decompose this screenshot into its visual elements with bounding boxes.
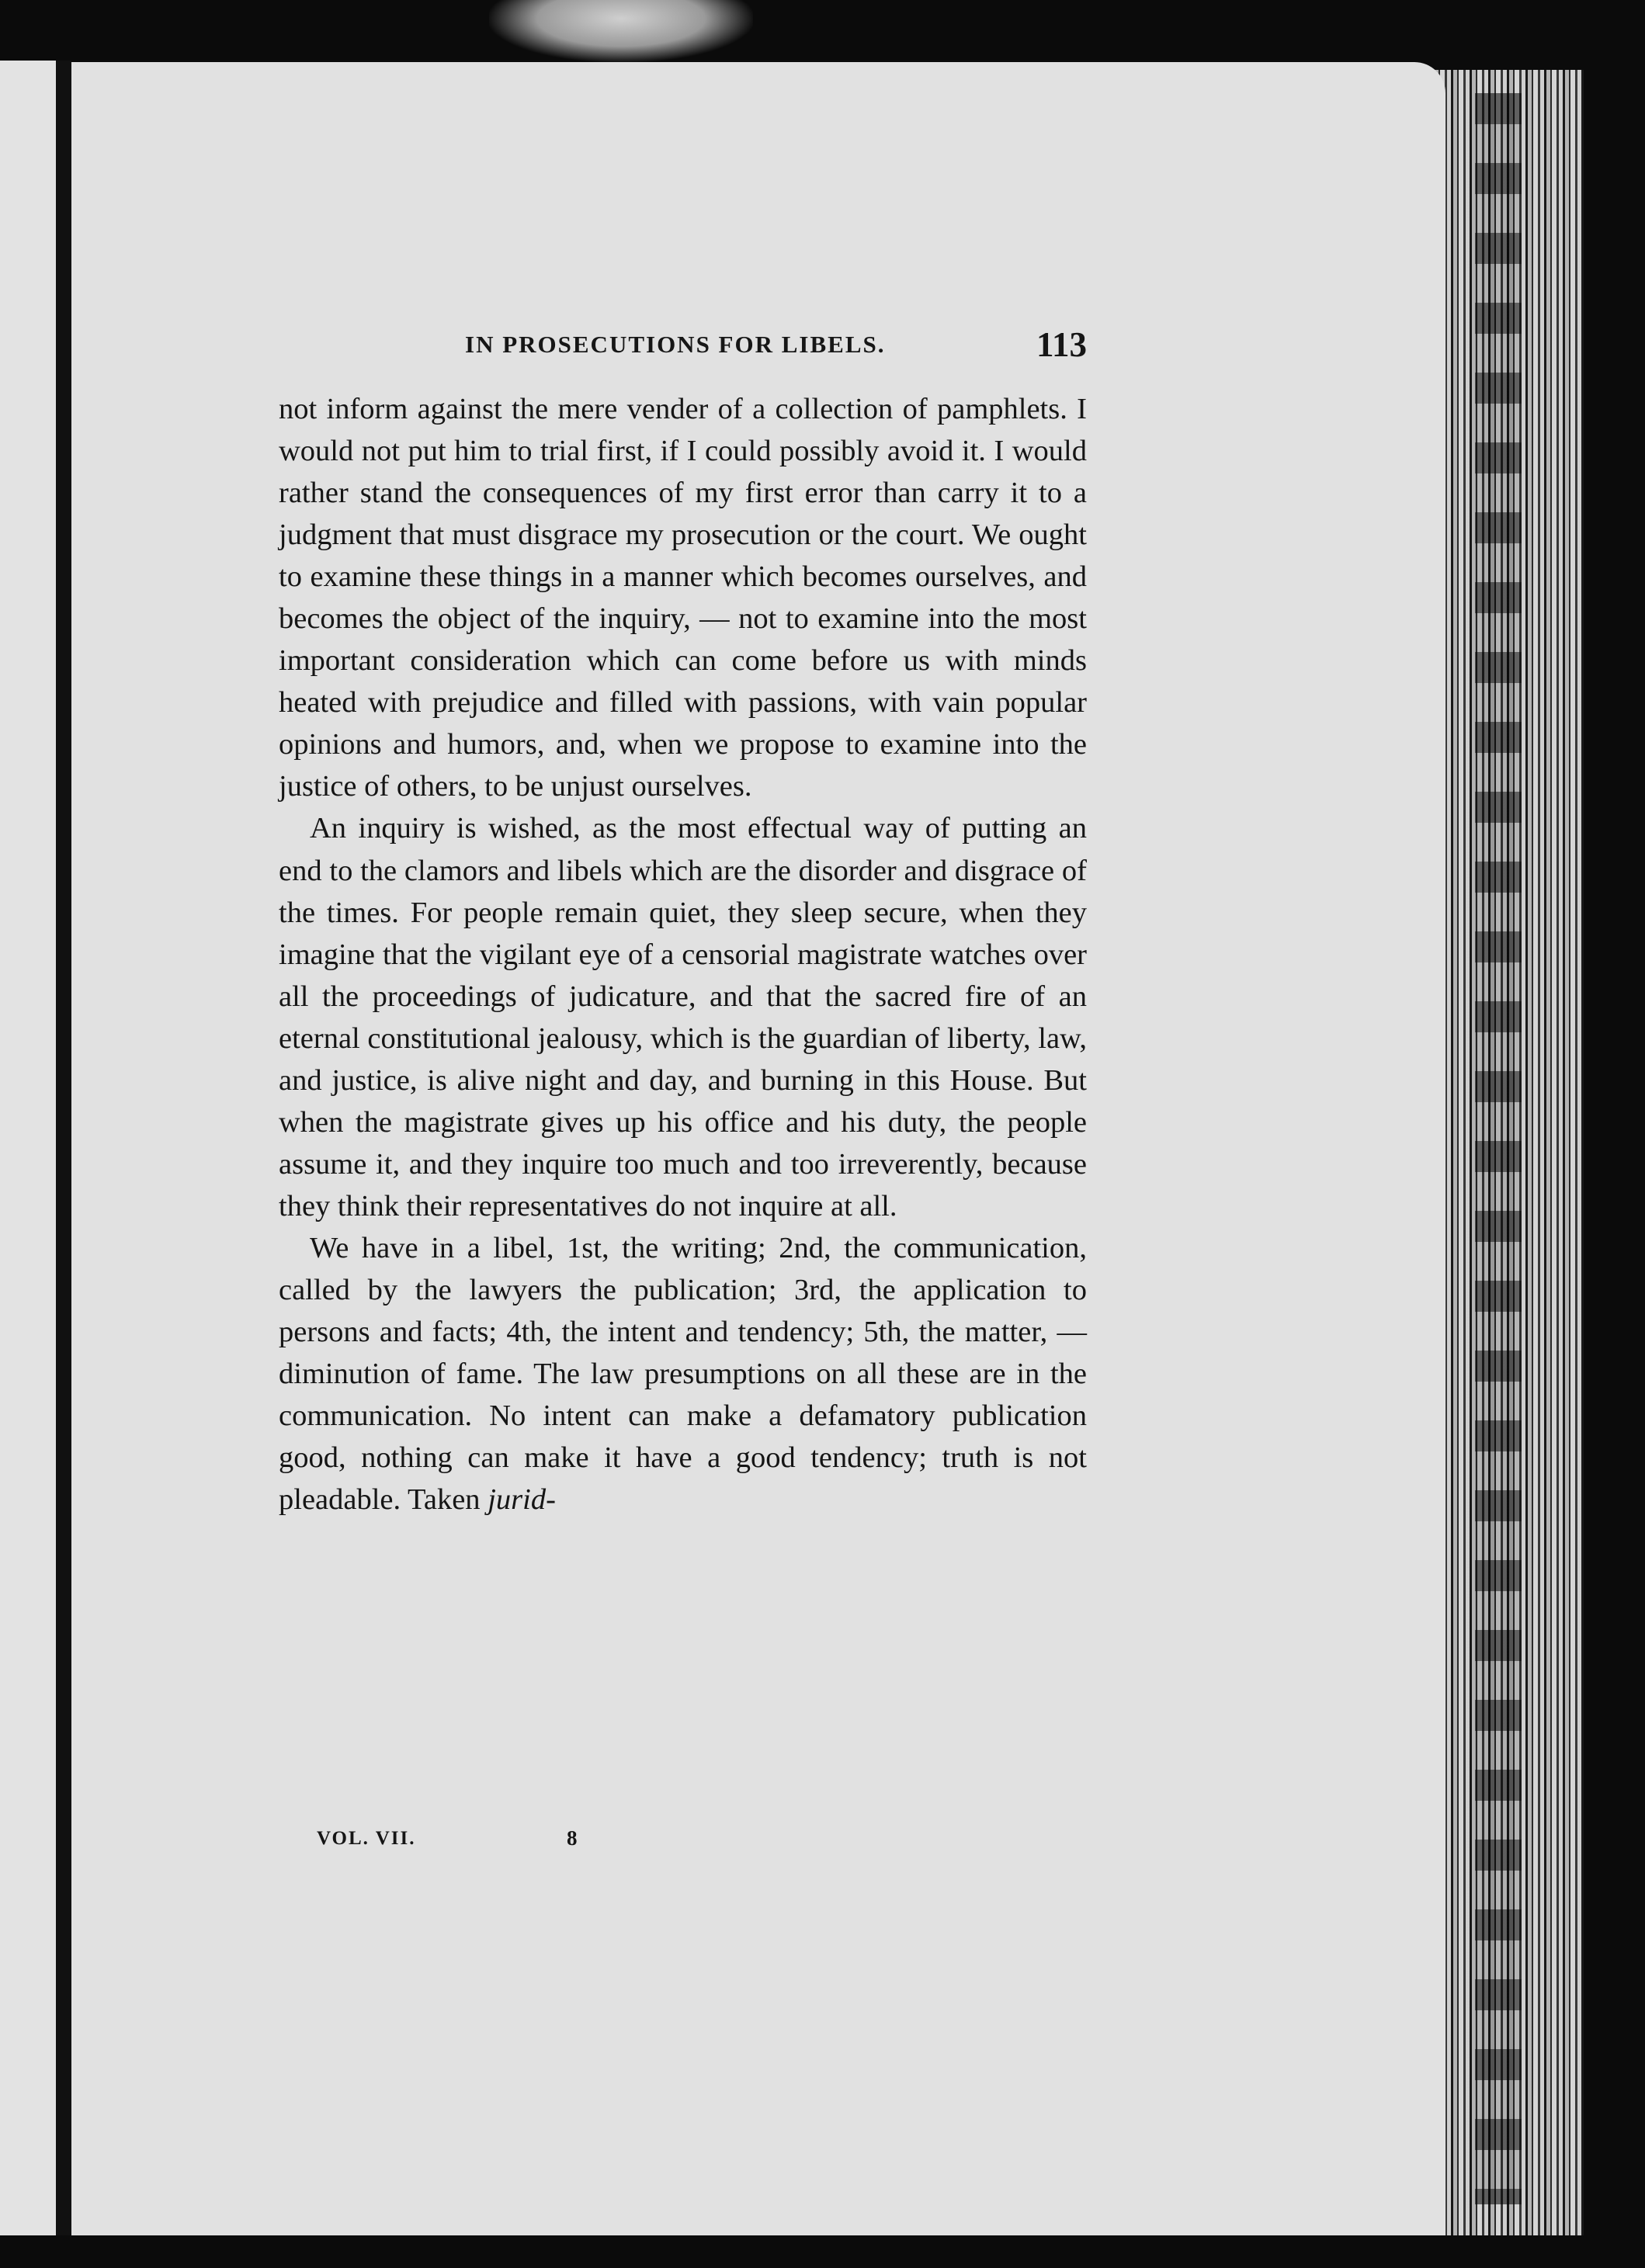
body-text xyxy=(279,388,1087,1521)
page-number: 113 xyxy=(1036,325,1087,364)
paragraph xyxy=(279,388,1087,807)
signature-mark: 8 xyxy=(567,1826,578,1850)
paragraph xyxy=(279,807,1087,1226)
running-head xyxy=(279,324,1087,371)
italic-word: jurid- xyxy=(488,1483,556,1517)
volume-label: VOL. VII. xyxy=(317,1828,416,1849)
previous-page-edge xyxy=(0,61,56,2242)
paragraph xyxy=(279,1227,1087,1521)
torn-paper-fragment xyxy=(489,0,753,62)
page-footer xyxy=(317,1828,783,1859)
book-gutter xyxy=(56,61,71,2242)
running-title: IN PROSECUTIONS FOR LIBELS. xyxy=(465,331,886,358)
scan-bottom-edge xyxy=(0,2235,1645,2268)
paragraph-text: An inquiry is wished, as the most effectual way of putting an end to the clamors and libels which are the disorder and disgrace of the times. For people remain quiet, they sleep secure, when they imagine that the vigilant eye of a censorial magistrate watches over all the proceedings of judicature, and that the sacred fire of an eternal constitutional jealousy, which is the guardian of liberty, law, and justice, is alive night and day, and burning in this House. But when the magistrate gives up his office and his duty, the people assume it, and they inquire too much and too irreverently, because they think their representatives do not inquire at all. xyxy=(279,812,1087,1222)
paragraph-text: We have in a libel, 1st, the writing; 2nd, the communication, called by the lawyers the publication; 3rd, the application to persons and facts; 4th, the intent and tendency; 5th, the matter, — diminution of fame. The law presumptions on all these are in the communication. No intent can make a defamatory publication good, nothing can make it have a good tendency; truth is not pleadable. Taken xyxy=(279,1231,1087,1517)
page-edges-shadow xyxy=(1475,93,1522,2204)
paragraph-text: not inform against the mere vender of a collection of pamphlets. I would not put him to trial first, if I could possibly avoid it. I would rather stand the consequences of my first error than carry it to a judgment that must disgrace my prosecution or the court. We ought to examine these things in a manner which becomes ourselves, and becomes the object of the inquiry, — not to examine into the most important consideration which can come before us with minds heated with prejudice and filled with passions, with vain popular opinions and humors, and, when we propose to examine into the justice of others, to be unjust ourselves. xyxy=(279,393,1087,803)
